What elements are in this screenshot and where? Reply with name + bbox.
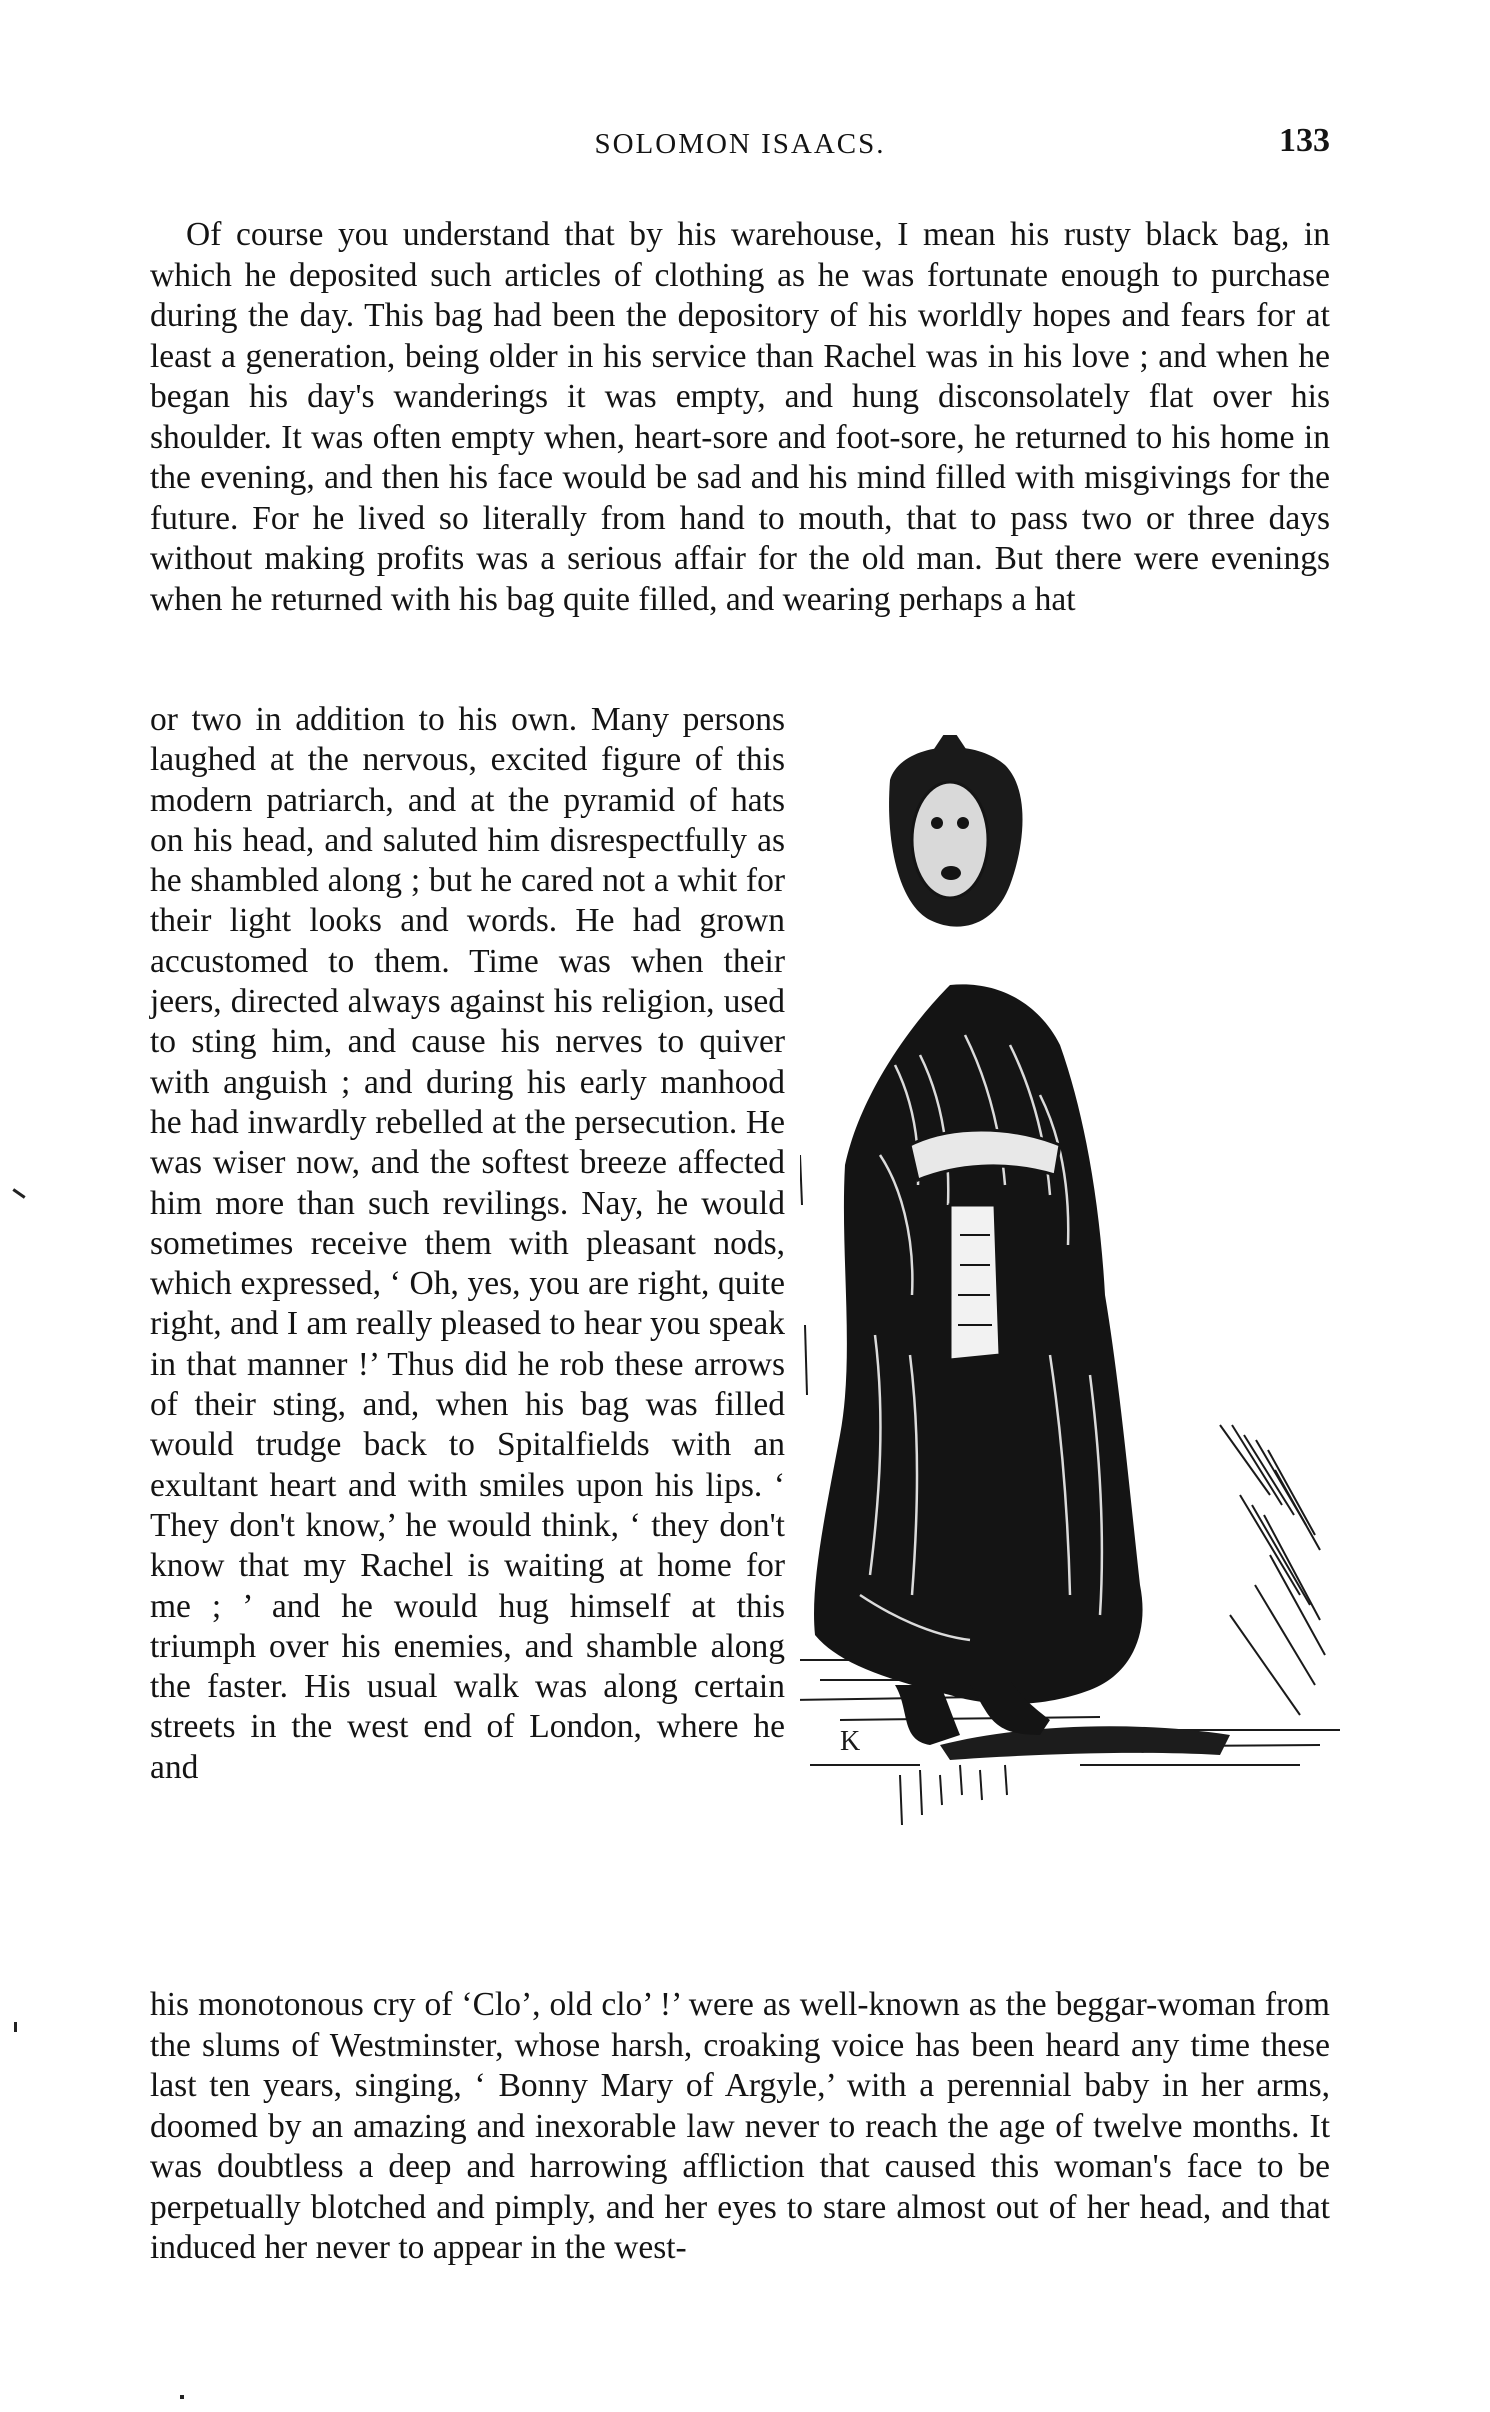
page-speck [14, 2022, 17, 2032]
bonnet-tuft [930, 735, 970, 755]
left-eye [931, 817, 943, 829]
right-eye [957, 817, 969, 829]
page-speck [180, 2395, 184, 2399]
body-paragraph-beside-illustration: or two in addition to his own. Many persons laughed at the nervous, excited figure of this modern patriarch, and at the pyramid of hats on his head, and saluted him disrespectfully as he shambled along ; but he cared not a whit for their light looks and words. He had grown accustomed to them. Time was when their jeers, directed always against his religion, used to sting him, and cause his nerves to quiver with anguish ; and during his early manhood he had inwardly rebelled at the persecution. He was wiser now, and the softest breeze affected him more than such revilings. Nay, he would sometimes receive them with pleasant nods, which expressed, ‘ Oh, yes, you are right, quite right, and I am really pleased to hear you speak in that manner !’ Thus did he rob these arrows of their sting, and, when his bag was filled would trudge back to Spitalfields with an exultant heart and with smiles upon his lips. ‘ They don't know,’ he would think, ‘ they don't know that my Rachel is waiting at home for me ; ’ and he would hug himself at this triumph over his enemies, and shamble along the faster. His usual walk was along certain streets in the west end of London, where he and [150, 701, 785, 1786]
running-title: SOLOMON ISAACS. [594, 128, 886, 160]
body-paragraph-bottom: his monotonous cry of ‘Clo’, old clo’ !’ were as well-known as the beggar-woman from the slums of Westminster, whose harsh, croaking voice has been heard any time these last ten years, singing, ‘ Bonny Mary of Argyle,’ with a perennial baby in her arms, doomed by an amazing and inexorable law never to reach the age of twelve months. It was doubtless a deep and harrowing affliction that caused this woman's face to be perpetually blotched and pimply, and her eyes to stare almost out of her head, and that induced her never to appear in the west- [150, 1986, 1330, 2266]
engraving-drawing [800, 735, 1345, 1925]
body-paragraph-top: Of course you understand that by his warehouse, I mean his rusty black bag, in which he deposited such articles of clothing as he was fortunate enough to purchase during the day. This bag had been the depository of his worldly hopes and fears for at least a generation, being older in his service than Rachel was in his love ; and when he began his day's wanderings it was empty, and hung disconsolately flat over his shoulder. It was often empty when, heart-sore and foot-sore, he returned to his home in the evening, and then his face would be sad and his mind filled with misgivings for the future. For he lived so literally from hand to mouth, that to pass two or three days without making profits was a serious affair for the old man. But there were evenings when he returned with his bag quite filled, and wearing perhaps a hat [150, 216, 1330, 618]
face [912, 782, 988, 898]
page-header [150, 122, 1330, 172]
open-mouth [941, 866, 961, 880]
hanging-cloth [950, 1205, 1000, 1360]
page-number: 133 [1279, 122, 1330, 159]
page-speck [12, 1188, 25, 1198]
cast-shadow [940, 1726, 1230, 1760]
artist-monogram: K [840, 1726, 861, 1757]
beggar-woman-engraving [800, 735, 1345, 1925]
